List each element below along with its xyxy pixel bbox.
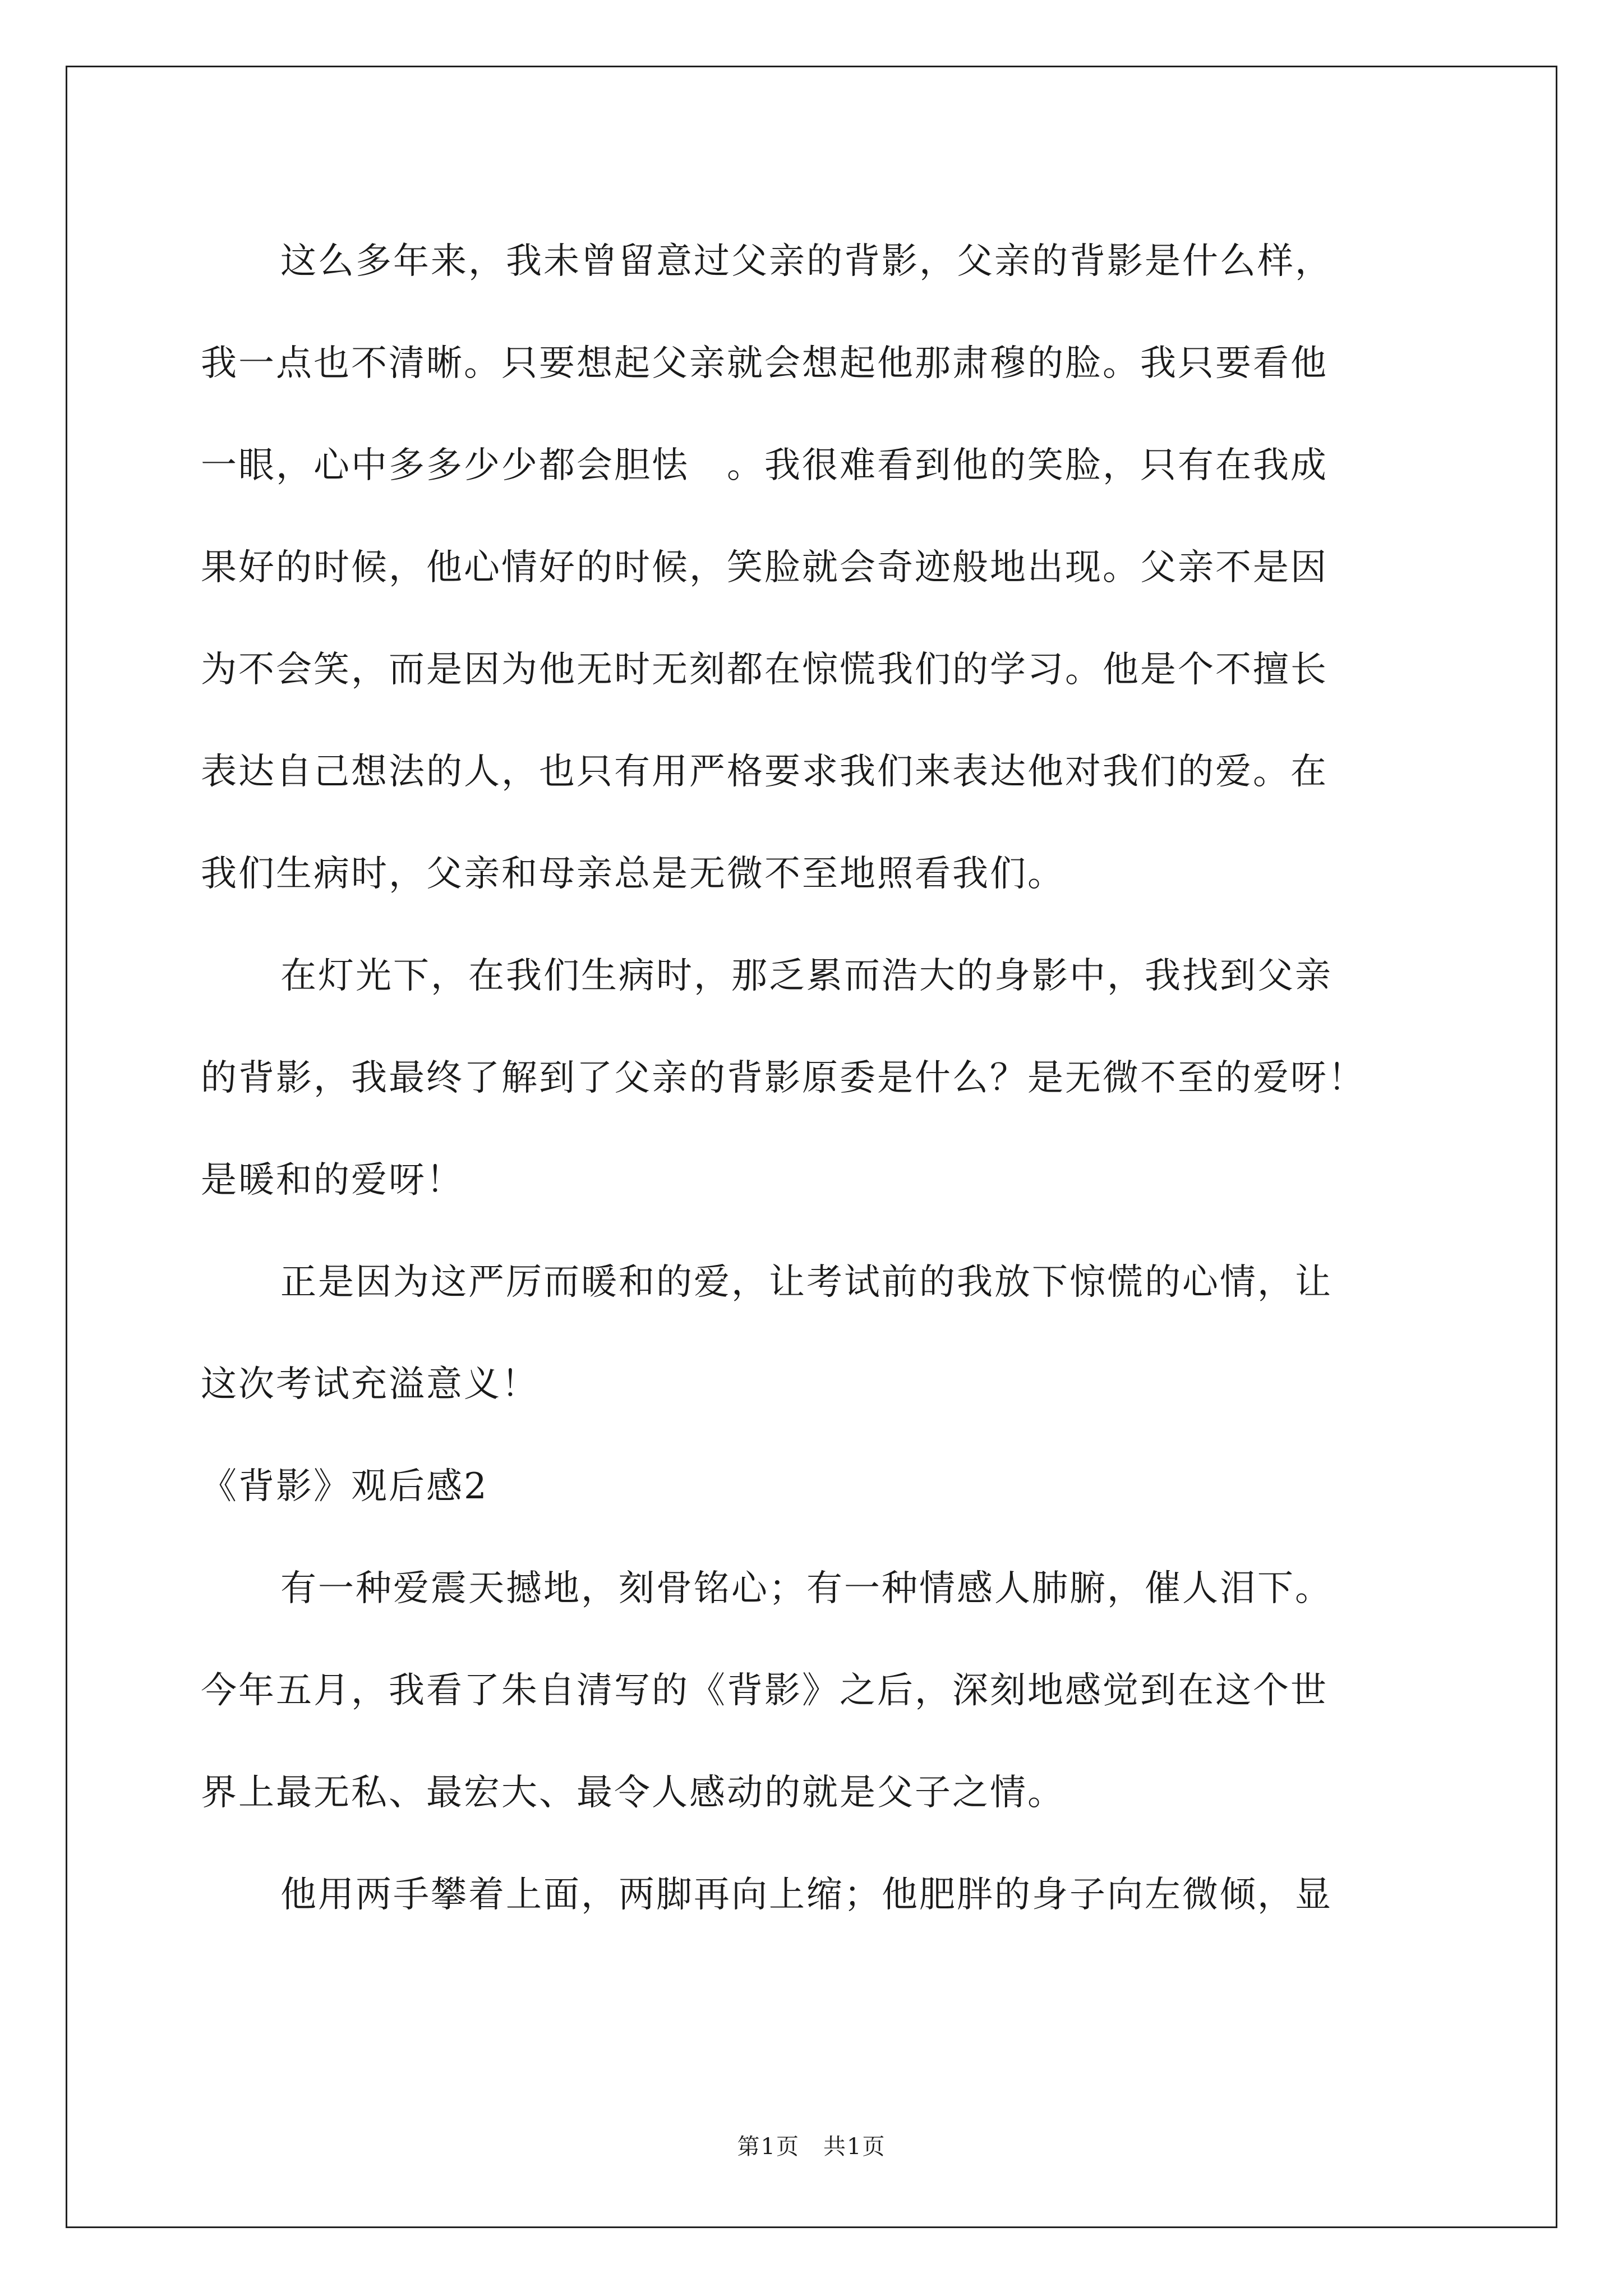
text-line: 的背影，我最终了解到了父亲的背影原委是什么？是无微不至的爱呀！	[201, 1057, 1366, 1099]
text-line: 果好的时候，他心情好的时候，笑脸就会奇迹般地出现。父亲不是因	[201, 547, 1328, 588]
text-line: 表达自己想法的人，也只有用严格要求我们来表达他对我们的爱。在	[201, 751, 1328, 793]
text-line: 我们生病时，父亲和母亲总是无微不至地照看我们。	[201, 853, 1065, 895]
text-line: 这么多年来，我未曾留意过父亲的背影，父亲的背影是什么样，	[280, 241, 1332, 282]
text-line: 界上最无私、最宏大、最令人感动的就是父子之情。	[201, 1772, 1065, 1814]
text-line: 一眼，心中多多少少都会胆怯 。我很难看到他的笑脸，只有在我成	[201, 445, 1328, 486]
text-line: 有一种爱震天撼地，刻骨铭心；有一种情感人肺腑，催人泪下。	[280, 1568, 1332, 1609]
document-body	[201, 210, 1435, 1946]
text-line: 是暖和的爱呀！	[201, 1159, 464, 1201]
page-number-footer: 第1页 共1页	[737, 2134, 886, 2160]
text-line: 在灯光下，在我们生病时，那乏累而浩大的身影中，我找到父亲	[280, 955, 1332, 997]
text-line: 我一点也不清晰。只要想起父亲就会想起他那肃穆的脸。我只要看他	[201, 343, 1328, 384]
section-heading: 《背影》观后感2	[201, 1466, 488, 1507]
text-line: 正是因为这严厉而暖和的爱，让考试前的我放下惊慌的心情，让	[280, 1262, 1332, 1303]
text-line: 为不会笑，而是因为他无时无刻都在惊慌我们的学习。他是个不擅长	[201, 649, 1328, 691]
text-line: 他用两手攀着上面，两脚再向上缩；他肥胖的身子向左微倾，显	[280, 1874, 1332, 1916]
text-line: 这次考试充溢意义！	[201, 1364, 539, 1405]
text-line: 今年五月，我看了朱自清写的《背影》之后，深刻地感觉到在这个世	[201, 1670, 1328, 1711]
